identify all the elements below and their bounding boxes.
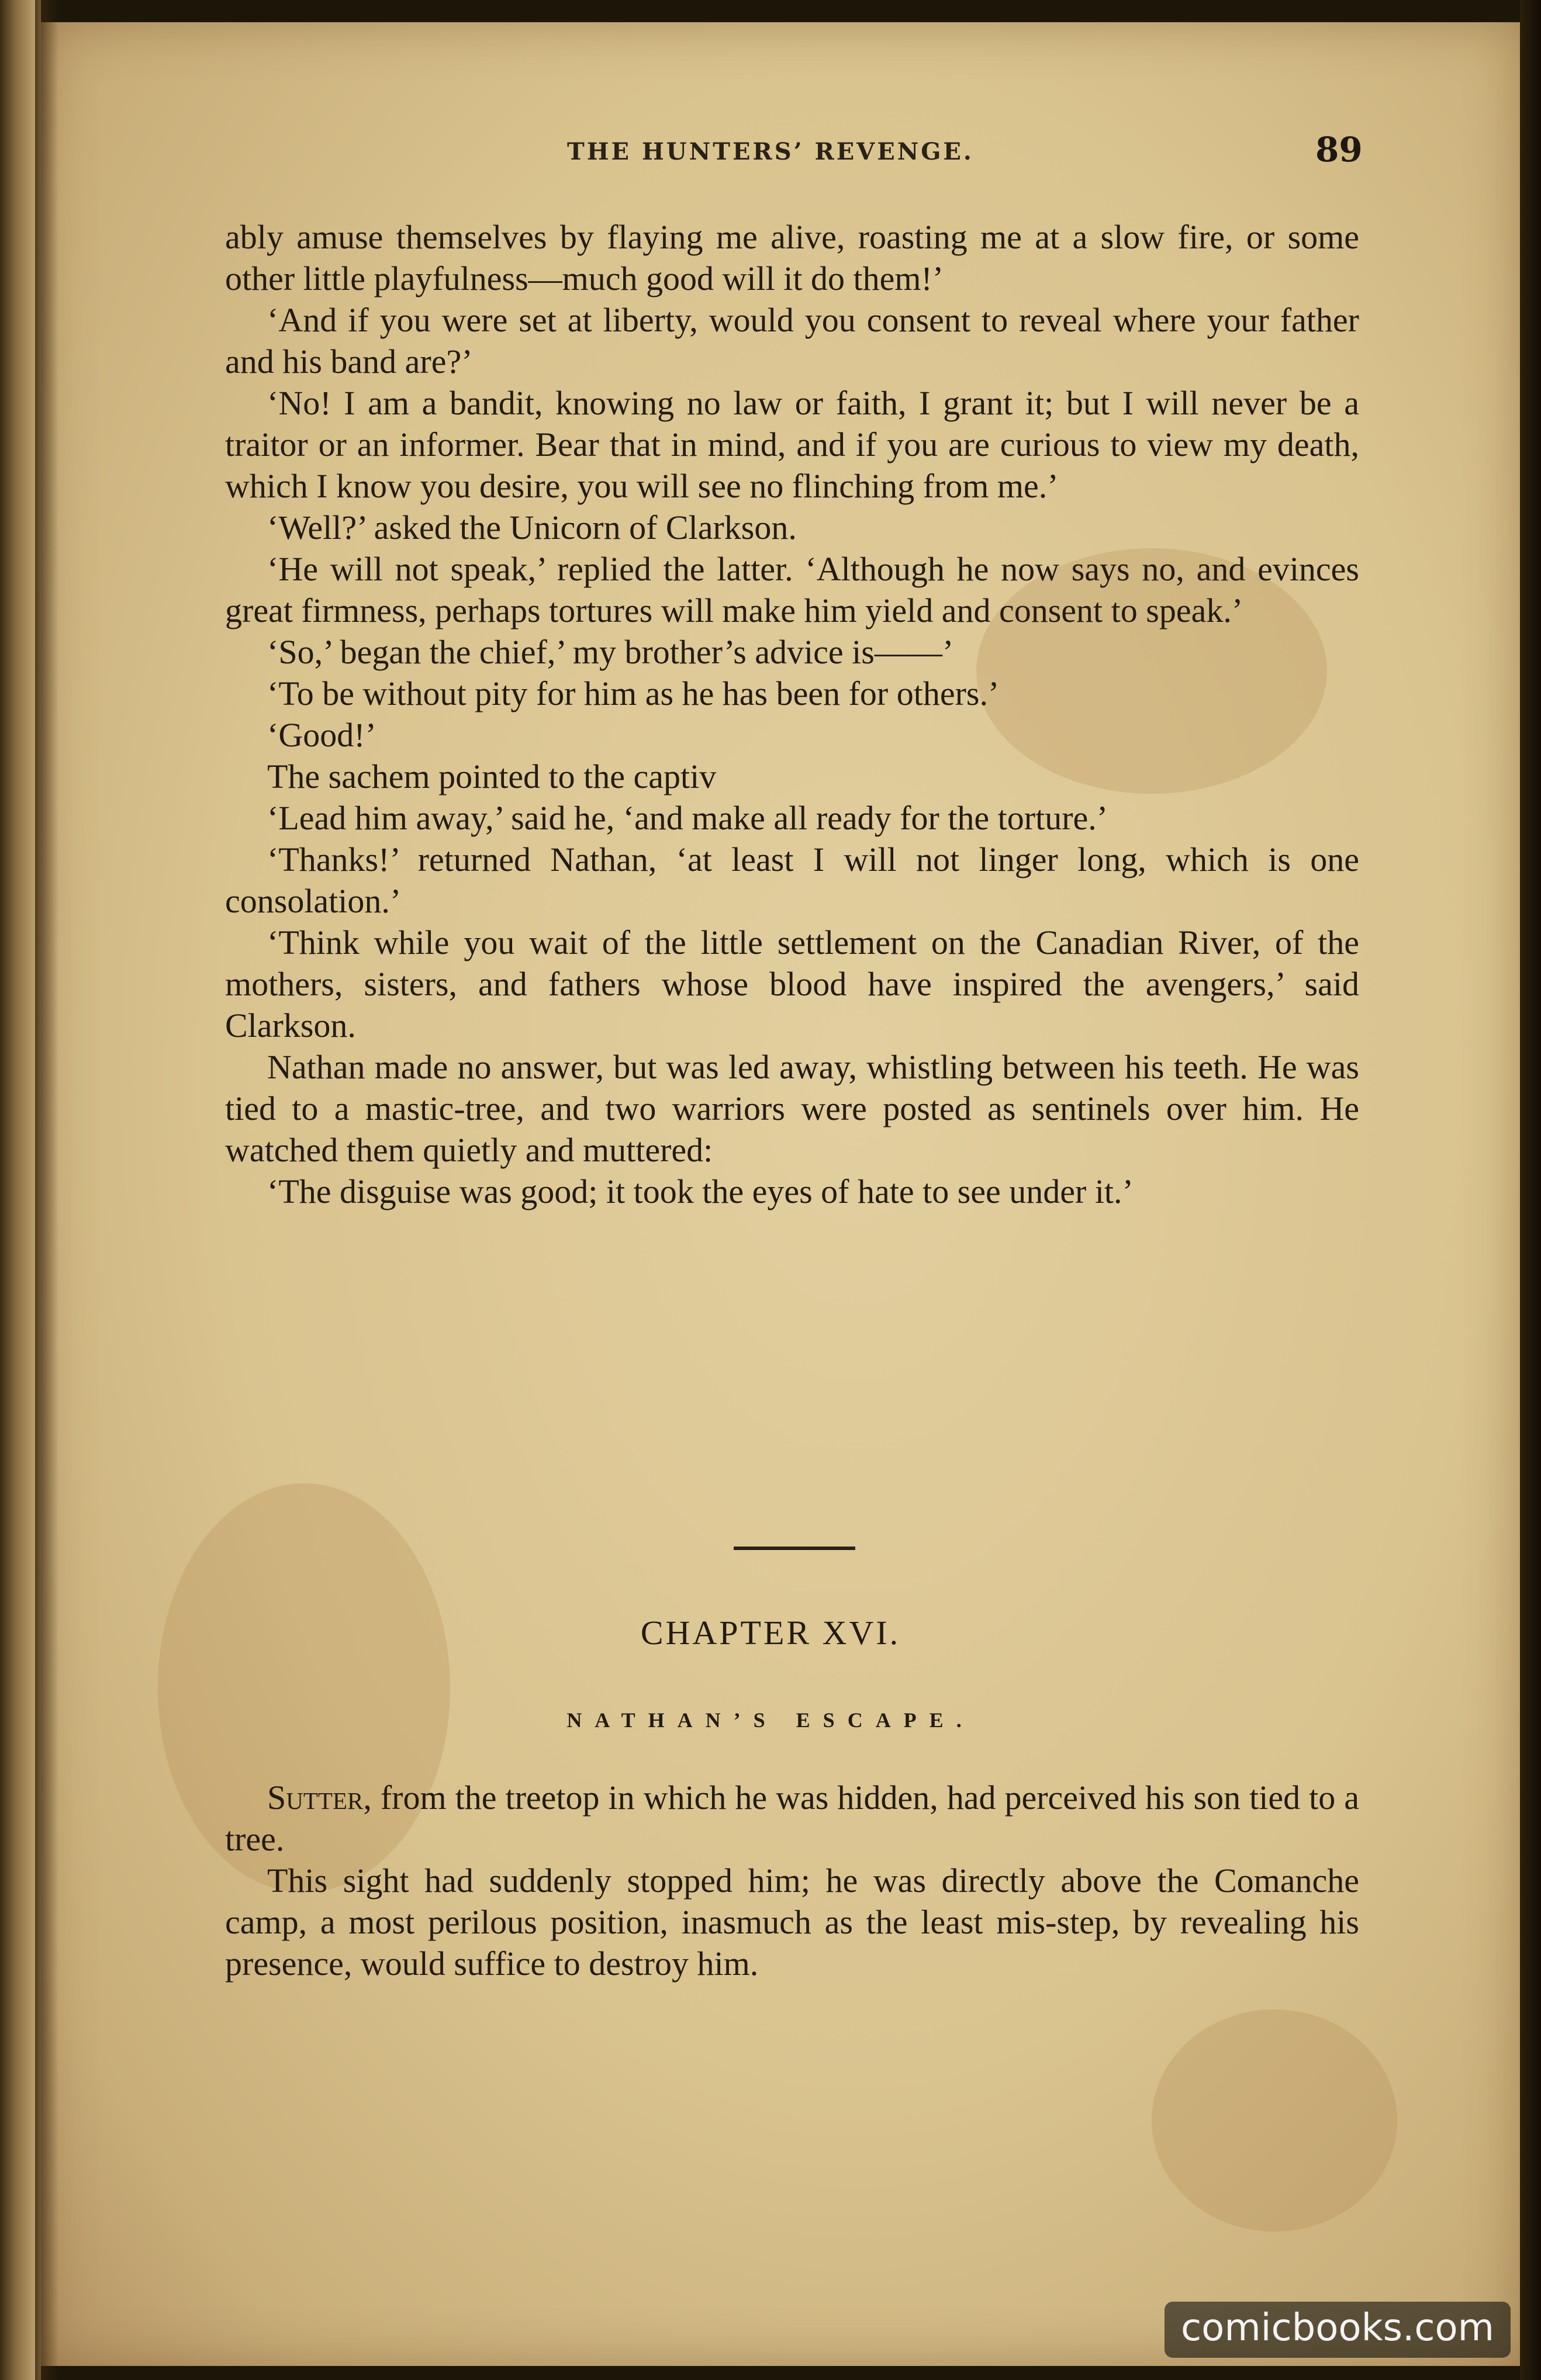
paragraph: ably amuse themselves by flaying me alive, roasting me at a slow fire, or some other little playfulness—much good will it do them!’ <box>225 218 1359 298</box>
paragraph: ‘Well?’ asked the Unicorn of Clarkson. <box>267 508 797 546</box>
site-watermark: comicbooks.com <box>1165 2302 1511 2358</box>
text-before-chapter <box>225 216 1359 1212</box>
page-number: 89 <box>1315 130 1363 169</box>
spine-shadow <box>35 0 58 2380</box>
chapter-divider-rule <box>734 1547 855 1550</box>
chapter-opening-paragraph <box>225 1777 1359 1860</box>
paragraph: Nathan made no answer, but was led away, whistling between his teeth. He was tied to a mastic-tree, and two warriors were posted as sentinels over him. He watched them quietly and muttered: <box>225 1048 1359 1169</box>
paper-stain <box>1152 2009 1397 2232</box>
paragraph: ‘Good!’ <box>267 716 376 754</box>
paragraph: ‘Think while you wait of the little settlement on the Canadian River, of the mothers, sisters, and fathers whose blood have inspired the avengers,’ said Clarkson. <box>225 923 1359 1044</box>
paragraph: This sight had suddenly stopped him; he was directly above the Comanche camp, a most perilous position, inasmuch as the least mis-step, by revealing his presence, would suffice to destroy him. <box>225 1862 1359 1983</box>
chapter-subtitle: NATHAN’S ESCAPE. <box>566 1708 975 1732</box>
paragraph: ‘Thanks!’ returned Nathan, ‘at least I will not linger long, which is one consolation.’ <box>225 840 1359 920</box>
paragraph: ‘To be without pity for him as he has been for others.’ <box>267 674 1000 712</box>
page-right-edge <box>1520 0 1541 2380</box>
paragraph: ‘He will not speak,’ replied the latter. ‘Although he now says no, and evinces great firmness, perhaps tortures will make him yield and consent to speak.’ <box>225 550 1359 629</box>
chapter-text <box>225 1777 1359 1984</box>
chapter-title: CHAPTER XVI. <box>640 1614 901 1652</box>
paragraph: ‘And if you were set at liberty, would you consent to reveal where your father and his band are?’ <box>225 301 1359 380</box>
paragraph: ‘The disguise was good; it took the eyes of hate to see under it.’ <box>267 1172 1134 1210</box>
paragraph: ‘Lead him away,’ said he, ‘and make all ready for the torture.’ <box>267 799 1108 837</box>
chapter-first-word: Sutter <box>267 1779 364 1817</box>
chapter-opening-rest: , from the treetop in which he was hidden, had perceived his son tied to a tree. <box>225 1779 1359 1858</box>
paragraph: The sachem pointed to the captiv <box>267 757 717 795</box>
paragraph: ‘No! I am a bandit, knowing no law or faith, I grant it; but I will never be a traitor or an informer. Bear that in mind, and if you are curious to view my death, which I know you desire, you will see no flinching from me.’ <box>225 384 1359 505</box>
paragraph: ‘So,’ began the chief,’ my brother’s advice is——’ <box>267 633 954 671</box>
running-head: THE HUNTERS’ REVENGE. <box>567 138 974 165</box>
